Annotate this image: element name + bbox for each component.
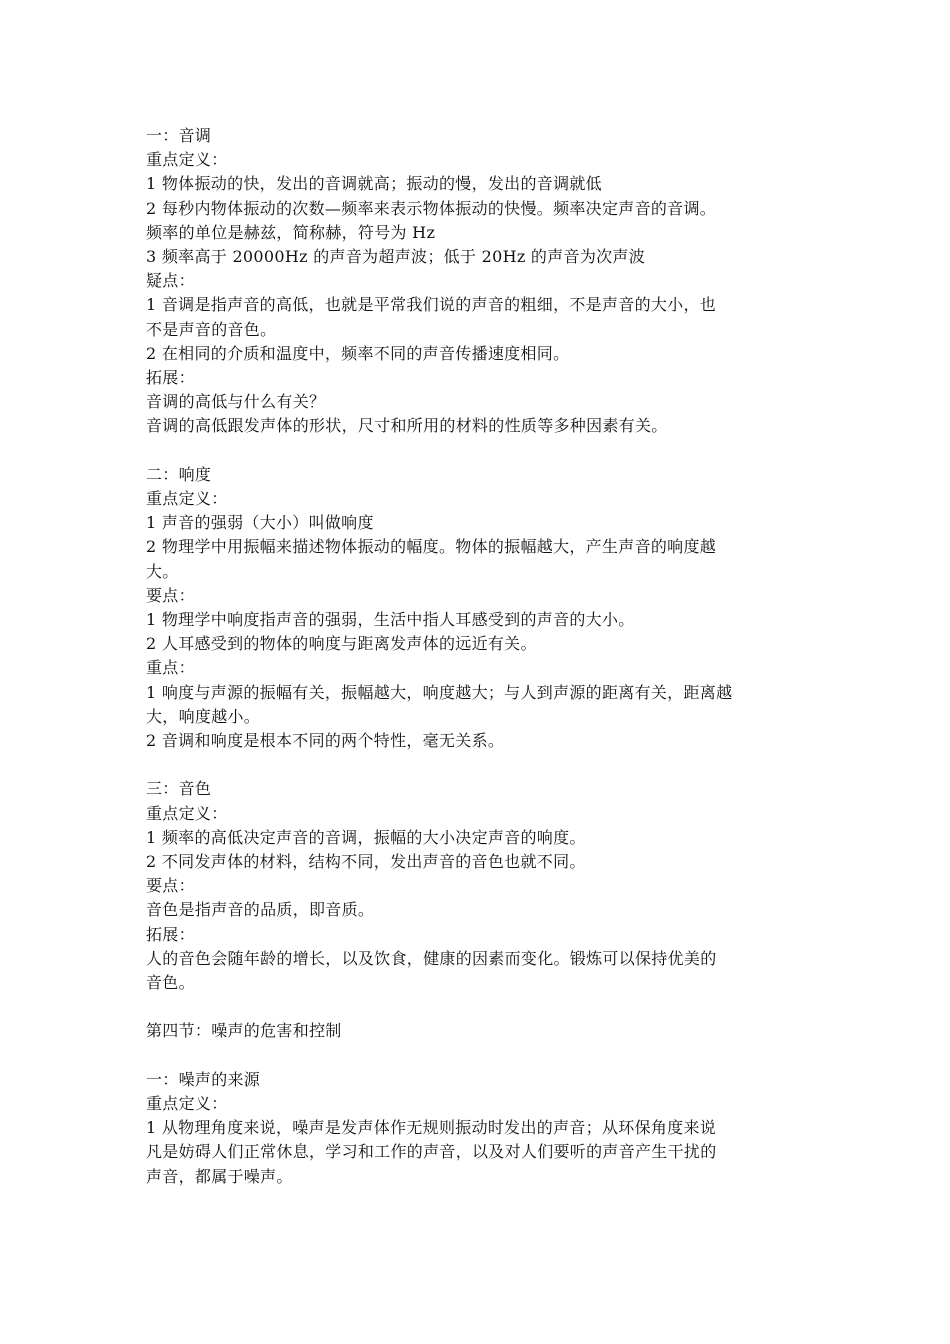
- text-line: 疑点：: [146, 271, 195, 291]
- section-spacer: [146, 439, 810, 463]
- text-line: 重点定义：: [146, 489, 228, 509]
- text-line: 1 从物理角度来说，噪声是发声体作无规则振动时发出的声音；从环保角度来说: [146, 1118, 717, 1138]
- document-section: [146, 1068, 810, 1189]
- text-line: 大。: [146, 561, 179, 581]
- text-line: 2 在相同的介质和温度中，频率不同的声音传播速度相同。: [146, 343, 570, 363]
- text-line: 2 不同发声体的材料，结构不同，发出声音的音色也就不同。: [146, 852, 586, 872]
- section-heading: 一：噪声的来源: [146, 1069, 261, 1089]
- text-line: 音调的高低跟发声体的形状，尺寸和所用的材料的性质等多种因素有关。: [146, 416, 668, 436]
- text-line: 2 音调和响度是根本不同的两个特性，毫无关系。: [146, 731, 505, 751]
- text-line: 1 声音的强弱（大小）叫做响度: [146, 513, 374, 533]
- text-line: 拓展：: [146, 924, 195, 944]
- section-spacer: [146, 995, 810, 1019]
- text-line: 1 音调是指声音的高低，也就是平常我们说的声音的粗细，不是声音的大小，也: [146, 295, 717, 315]
- document-section: [146, 1019, 810, 1043]
- text-line: 音色。: [146, 973, 195, 993]
- text-line: 拓展：: [146, 368, 195, 388]
- document-body: [146, 124, 810, 1189]
- text-line: 2 人耳感受到的物体的响度与距离发声体的远近有关。: [146, 634, 537, 654]
- text-line: 要点：: [146, 585, 195, 605]
- text-line: 重点定义：: [146, 1094, 228, 1114]
- text-line: 1 物理学中响度指声音的强弱，生活中指人耳感受到的声音的大小。: [146, 610, 635, 630]
- document-section: [146, 463, 810, 753]
- document-section: [146, 777, 810, 995]
- text-line: 2 物理学中用振幅来描述物体振动的幅度。物体的振幅越大，产生声音的响度越: [146, 537, 717, 557]
- text-line: 音色是指声音的品质，即音质。: [146, 900, 375, 920]
- text-line: 3 频率高于 20000Hz 的声音为超声波；低于 20Hz 的声音为次声波: [146, 247, 646, 267]
- section-heading: 第四节：噪声的危害和控制: [146, 1021, 342, 1041]
- text-line: 人的音色会随年龄的增长，以及饮食，健康的因素而变化。锻炼可以保持优美的: [146, 948, 717, 968]
- section-heading: 三：音色: [146, 779, 212, 799]
- text-line: 凡是妨碍人们正常休息，学习和工作的声音，以及对人们要听的声音产生干扰的: [146, 1142, 717, 1162]
- text-line: 声音，都属于噪声。: [146, 1166, 293, 1186]
- text-line: 频率的单位是赫兹，简称赫，符号为 Hz: [146, 222, 436, 242]
- section-heading: 二：响度: [146, 464, 212, 484]
- document-section: [146, 124, 810, 439]
- text-line: 1 响度与声源的振幅有关，振幅越大，响度越大；与人到声源的距离有关，距离越: [146, 682, 733, 702]
- text-line: 重点：: [146, 658, 195, 678]
- section-spacer: [146, 1044, 810, 1068]
- text-line: 2 每秒内物体振动的次数—频率来表示物体振动的快慢。频率决定声音的音调。: [146, 198, 717, 218]
- text-line: 不是声音的音色。: [146, 319, 277, 339]
- text-line: 1 物体振动的快，发出的音调就高；振动的慢，发出的音调就低: [146, 174, 602, 194]
- section-spacer: [146, 753, 810, 777]
- section-heading: 一：音调: [146, 126, 212, 145]
- text-line: 要点：: [146, 876, 195, 896]
- text-line: 重点定义：: [146, 803, 228, 823]
- text-line: 大，响度越小。: [146, 706, 261, 726]
- text-line: 1 频率的高低决定声音的音调，振幅的大小决定声音的响度。: [146, 827, 586, 847]
- text-line: 重点定义：: [146, 150, 228, 170]
- text-line: 音调的高低与什么有关？: [146, 392, 326, 412]
